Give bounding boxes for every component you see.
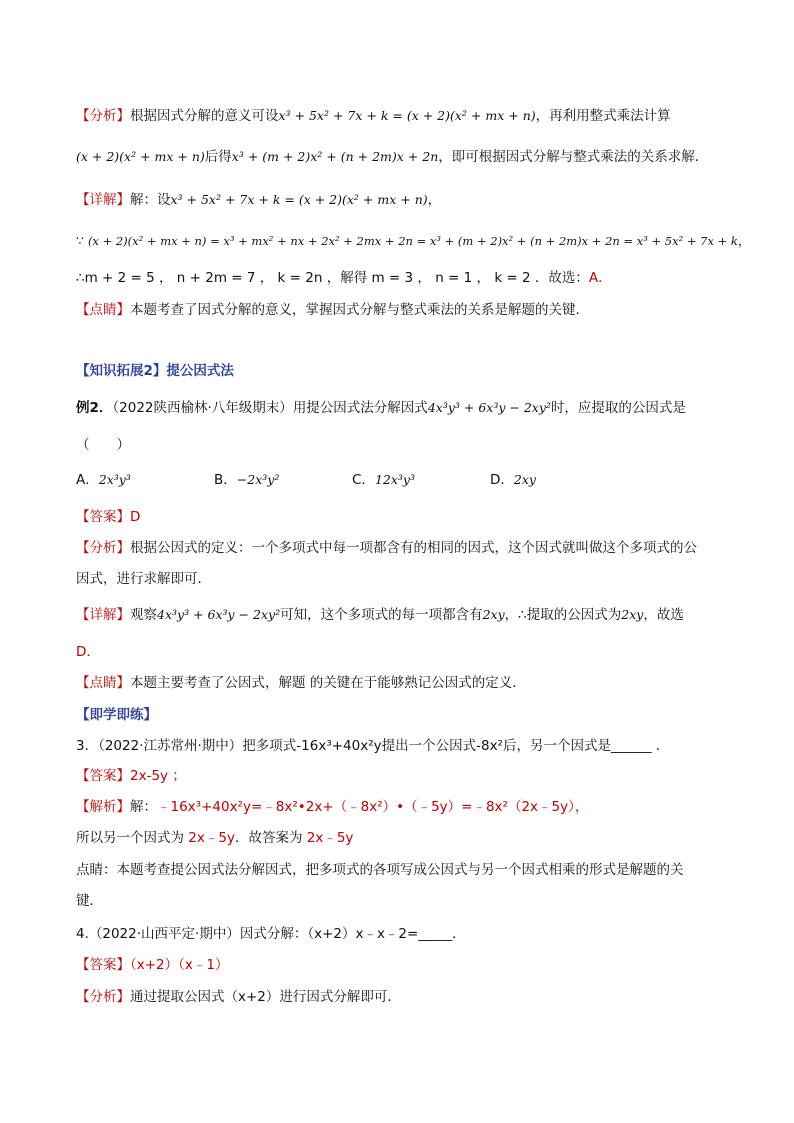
q3-solution-line [76,797,724,817]
analysis-tag: 【分析】 [76,540,130,556]
comment-tag: 【点睛】 [76,675,130,691]
therefore-text: ∴m + 2 = 5 ， n + 2m = 7 ， k = 2n ，解得 m = 3 ， n = 1 ， k = 2 ．故选： [76,270,589,286]
answer-line [76,507,724,527]
detail-line-1 [76,190,724,210]
analysis-tag: 【分析】 [76,108,130,124]
polynomial: 4x³y³ + 6x³y − 2xy² [427,400,551,415]
equation: x³ + (m + 2)x² + (n + 2m)x + 2n [231,149,439,164]
options-row [76,470,724,490]
question-3: 3．（2022·江苏常州·期中）把多项式-16x³+40x²y提出一个公因式-8x²后，另一个因式是______ ． [76,738,670,754]
question-text: 用提公因式法分解因式 [292,400,428,416]
option-letter: C． [352,472,375,488]
option-expr: −2x³y² [236,472,280,487]
jiexi-tag: 【解析】 [76,799,130,815]
option-letter: A． [76,472,99,488]
answer-blank: （ ） [76,437,130,453]
polynomial: 4x³y³ + 6x³y − 2xy² [157,607,281,622]
detail-text: ， [427,192,442,208]
detail-line [76,605,724,625]
analysis-text: ，即可根据因式分解与整式乘法的关系求解． [438,149,709,165]
analysis-line-2 [76,147,724,167]
answer-tag: 【答案】 [76,509,130,525]
detail-text: ，故选 [643,607,684,623]
detail-answer: D． [76,644,100,660]
analysis-line-1 [76,106,724,126]
q4-analysis-line [76,987,724,1007]
analysis-line-cont: 因式，进行求解即可． [76,571,211,587]
equation: x³ + 5x² + 7x + k = (x + 2)(x² + mx + n) [278,108,536,123]
q3-comment-line-1: 点睛：本题考查提公因式法分解因式，把多项式的各项写成公因式与另一个因式相乘的形式是解题的关 [76,862,684,878]
detail-text: 可知，这个多项式的每一项都含有 [280,607,483,623]
expansion-equation: (x + 2)(x² + mx + n) = x³ + mx² + nx + 2x² + 2mx + 2n = x³ + (m + 2)x² + (n + 2m)x + 2n = x³ + 5x² + 7x + k [87,234,738,248]
analysis-text: 根据公因式的定义：一个多项式中每一项都含有的相同的因式，这个因式就叫做这个多项式的公 [130,540,697,556]
analysis-text: ，再利用整式乘法计算 [535,108,671,124]
option-letter: D． [490,472,514,488]
answer-value: 2x-5y ； [130,768,186,784]
option-b [214,470,352,490]
jiexi-expression: ﹣16x³+40x²y=﹣8x²•2x+（﹣8x²）•（﹣5y）=﹣8x²（2x﹣5y）， [157,799,589,815]
practice-heading: 【即学即练】 [76,707,157,723]
detail-text: ，∴提取的公因式为 [504,607,622,623]
analysis-text: 根据因式分解的意义可设 [130,108,279,124]
analysis-text: 后得 [204,149,232,165]
analysis-text: 通过提取公因式（x+2）进行因式分解即可． [130,989,401,1005]
comment-text: 本题主要考查了公因式，解题 的关键在于能够熟记公因式的定义． [130,675,526,691]
because-symbol: ∵ [76,233,84,248]
answer-value: （x+2）（x﹣1） [130,957,229,973]
q3-answer-line [76,766,724,786]
option-expr: 12x³y³ [374,472,415,487]
comment-text: 本题考查了因式分解的意义，掌握因式分解与整式乘法的关系是解题的关键． [130,302,589,318]
option-a [76,470,214,490]
option-expr: 2xy [513,472,536,487]
option-d [490,470,628,490]
factor: 2xy [621,607,644,622]
detail-text: ， [737,233,751,248]
q3-result-line [76,828,724,848]
result-text: 所以另一个因式为 [76,830,189,846]
detail-line-3 [76,268,724,288]
comment-tag: 【点睛】 [76,302,130,318]
detail-text: 解：设 [130,192,171,208]
equation: (x + 2)(x² + mx + n) [76,149,205,164]
comment-line [76,300,724,320]
equation: x³ + 5x² + 7x + k = (x + 2)(x² + mx + n) [170,192,428,207]
q4-answer-line [76,955,724,975]
detail-tag: 【详解】 [76,192,130,208]
factor: 2xy [482,607,505,622]
question-text: 时，应提取的公因式是 [550,400,686,416]
detail-text: 观察 [130,607,157,623]
jiexi-text: 解： [130,799,157,815]
answer-tag: 【答案】 [76,768,130,784]
analysis-line [76,538,724,558]
answer-value: D [130,509,141,525]
option-letter: B． [214,472,237,488]
section-heading: 【知识拓展2】提公因式法 [76,363,234,379]
answer-tag: 【答案】 [76,957,130,973]
question-4: 4.（2022·山西平定·期中）因式分解：（x+2）x﹣x﹣2=_____． [76,926,466,942]
example-source: （2022陕西榆林·八年级期末） [112,400,293,416]
option-c [352,470,490,490]
result-answer: 2x﹣5y [188,830,235,846]
option-expr: 2x³y³ [98,472,131,487]
answer-letter: A． [588,270,612,286]
result-answer: 2x﹣5y [306,830,354,846]
q3-comment-line-2: 键． [76,893,103,909]
example-label: 例2． [76,400,113,416]
analysis-tag: 【分析】 [76,989,130,1005]
comment-line [76,673,724,693]
result-text: ．故答案为 [234,830,307,846]
detail-tag: 【详解】 [76,607,130,623]
example-question [76,398,724,418]
detail-line-2 [76,231,751,251]
